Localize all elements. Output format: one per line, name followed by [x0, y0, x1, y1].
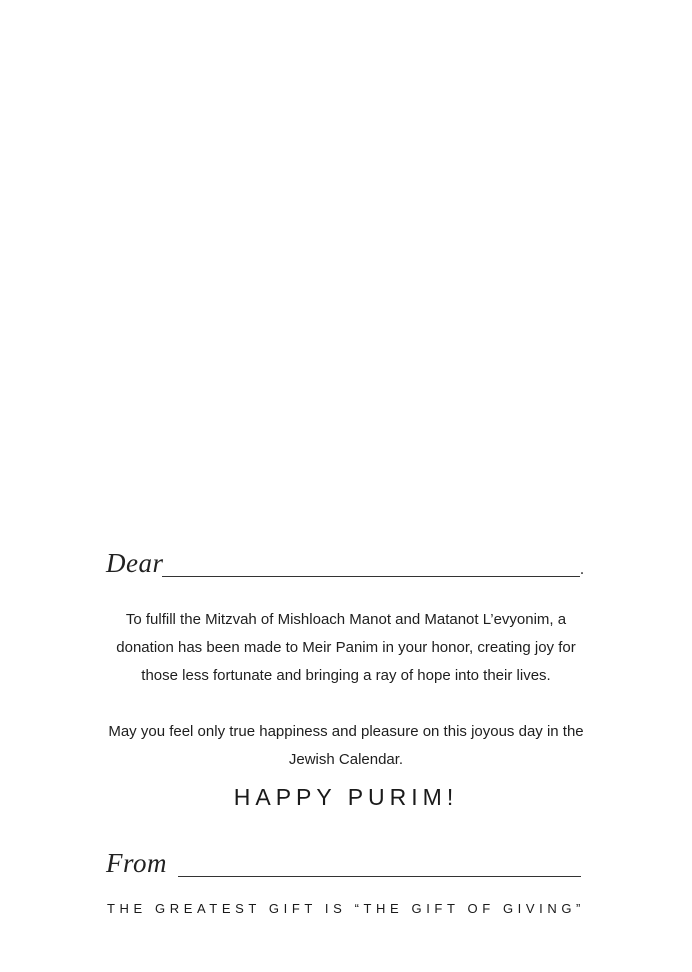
tagline: THE GREATEST GIFT IS “THE GIFT OF GIVING”: [107, 901, 585, 916]
recipient-name-line[interactable]: [162, 576, 580, 577]
signoff-label: From: [106, 848, 167, 878]
salutation-label: Dear: [106, 548, 164, 578]
from-row: [106, 848, 586, 882]
dear-row: [106, 548, 586, 582]
sender-name-line[interactable]: [178, 876, 581, 877]
donation-message: To fulfill the Mitzvah of Mishloach Manot and Matanot L’evyonim, a donation has been made to Meir Panim in your honor, creating joy for those less fortunate and bringing a ray of hope into their lives.: [116, 611, 576, 684]
wishes-message: May you feel only true happiness and pleasure on this joyous day in the Jewish Calendar.: [108, 723, 584, 768]
happy-purim-headline: HAPPY PURIM!: [233, 784, 459, 810]
salutation-period: .: [580, 561, 584, 578]
